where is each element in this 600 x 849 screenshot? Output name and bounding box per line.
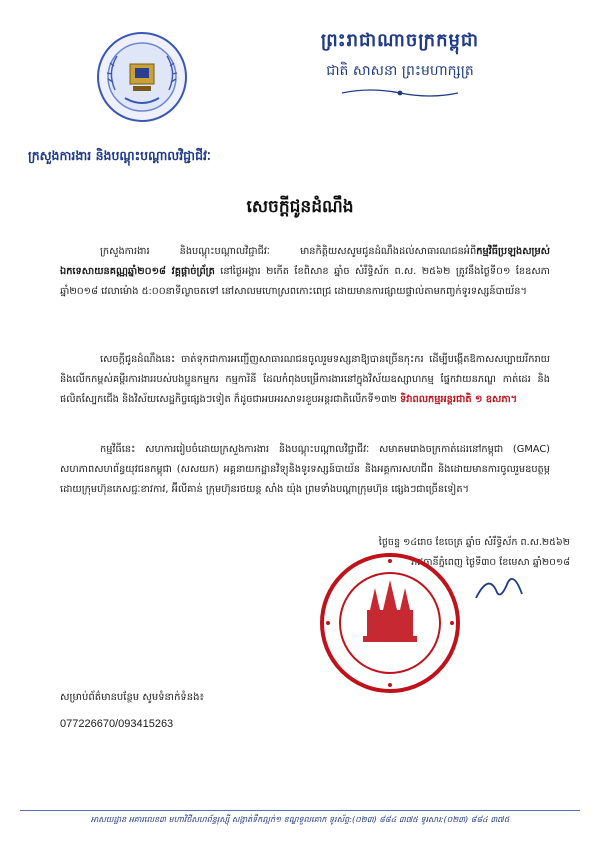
announcement-paragraph-2 <box>60 350 550 410</box>
contact-phone-numbers: 077226670/093415263 <box>60 718 174 730</box>
footer-address: អាសយដ្ឋាន អគារលេខ៣ មហាវិថីសហព័ន្ធរុស្ស៊ី សង្កាត់ទឹកល្អក់១ ខណ្ឌទួលគោក ទូរស័ព្ទ:(០២៣) ៨៨៤ ៣៧៥ ទូរសារ:(០២៣) ៨៨៤ ៣៧៥ <box>90 815 510 824</box>
solar-date: រាជធានីភ្នំពេញ ថ្ងៃទី៣០ ខែមេសា ឆ្នាំ២០១៨ <box>411 557 570 568</box>
paragraph-3-text: កម្មវិធីនេះ សហការរៀបចំដោយក្រសួងការងារ និងបណ្តុះបណ្តាលវិជ្ជាជីវៈ សមាគមរោងចក្រកាត់ដេរនៅកម្ពុជា (GMAC) សហភាពសហព័ន្ធយុវជនកម្ពុជា (សសយក) អគ្គនាយកដ្ឋានវិទ្យុនិងទូរទស្សន៍បាយ័ន និងអគ្គការសហជីព និងដោយមានការចូលរួមឧបត្ថម្ភ ដោយក្រុមហ៊ុនភេសជ្ជៈខាវកាវ, អ៊ីលីគាន់ ក្រុមហ៊ុនរថយន្ត សាំង យ៉ុង ព្រមទាំងបណ្តាក្រុមហ៊ុន ផ្សេងៗជាច្រើនទៀត។ <box>60 444 550 495</box>
kingdom-header <box>245 28 555 104</box>
ornament-divider-icon <box>340 86 460 100</box>
kingdom-title: ព្រះរាជាណាចក្រកម្ពុជា <box>320 30 480 51</box>
official-seal-icon <box>315 548 465 698</box>
document-title: សេចក្តីជូនដំណឹង <box>246 197 354 217</box>
labour-day-highlight: ទិវាពលកម្មអន្តរជាតិ ១ ឧសភា។ <box>400 394 518 405</box>
ministry-logo-icon <box>95 30 189 124</box>
national-motto: ជាតិ សាសនា ព្រះមហាក្សត្រ <box>326 63 474 79</box>
lunar-date: ថ្ងៃចន្ទ ១៤រោច ខែចេត្រ ឆ្នាំច សំរឹទ្ធិស័ក ព.ស.២៥៦២ <box>378 537 570 548</box>
paragraph-2-lead: សេចក្តីជូនដំណឹងនេះ ចាត់ទុកជាការអញ្ជើញសាធារណជនចូលរួមទស្សនាឱ្យបានច្រើនកុះករ ដើម្បីបង្កើតឱកាសសប្បាយរីករាយ និងលើកកម្ពស់គម្ពីរការងាររបស់បងប្អូនកម្មករ កម្មការិនី ដែលកំពុងបម្រើការងារនៅក្នុងវិស័យឧស្សាហកម្ម ផ្នែកវាយនភណ្ឌ កាត់ដេរ និងផលិតស្បែកជើង និងវិស័យសេដ្ឋកិច្ចផ្សេងៗទៀត ក៏ដូចជាអបអរសាទរខួបអន្តរជាតិលើកទី១៣២ <box>60 354 550 405</box>
event-name: កម្មវិធីប្រឡងសម្រស់ឯកទេសាយនគណ្ណឆ្នាំ២០១៨ វគ្គផ្តាច់ព្រ័ត្រ <box>60 246 550 277</box>
announcement-paragraph-1 <box>60 242 550 302</box>
paragraph-1-lead: ក្រសួងការងារ និងបណ្តុះបណ្តាលវិជ្ជាជីវៈ មានកិត្តិយសសូមជូនដំណឹងដល់សាធារណជនអំពី <box>100 246 477 257</box>
contact-label: សម្រាប់ព័ត៌មានបន្ថែម សូមទំនាក់ទំនង៖ <box>60 692 204 703</box>
footer-divider <box>20 810 580 811</box>
announcement-paragraph-3 <box>60 440 550 500</box>
paragraph-1-details: នៅថ្ងៃអង្គារ ២កើត ខែពិសាខ ឆ្នាំច សំរឹទ្ធិស័ក ព.ស. ២៥៦២ ត្រូវនឹងថ្ងៃទី០១ ខែឧសភា ឆ្នាំ២០១៨ វេលាម៉ោង ៥:០០នាទីល្ងាចតទៅ នៅសាលមហោស្រពកោះពេជ្រ ដោយមានការផ្សាយផ្ទាល់តាមកញ្ចក់ទូរទស្សន៍បាយ័ន។ <box>60 266 550 297</box>
signature-icon <box>470 568 530 608</box>
ministry-name: ក្រសួងការងារ និងបណ្តុះបណ្តាលវិជ្ជាជីវៈ <box>28 148 211 163</box>
